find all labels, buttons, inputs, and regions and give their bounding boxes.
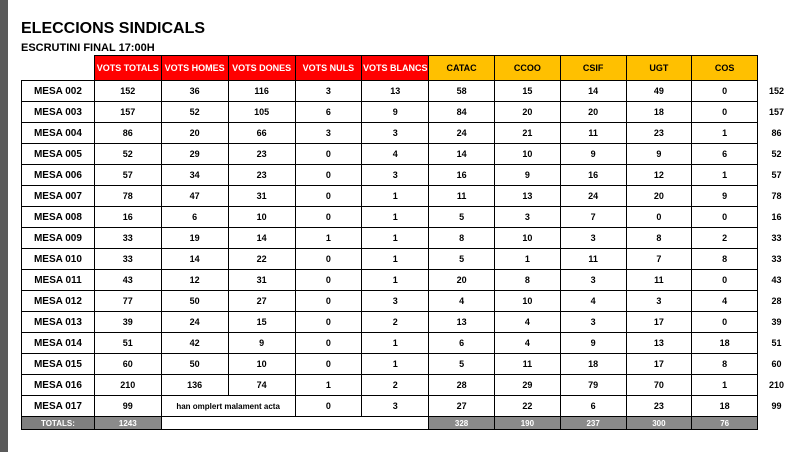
cell-csif: 3	[560, 270, 626, 291]
cell-extra: 86	[771, 128, 782, 138]
cell-cos: 1	[692, 123, 758, 144]
cell-extra: 43	[771, 275, 782, 285]
table-row	[22, 102, 796, 123]
cell-vots-totals: 60	[94, 354, 161, 375]
cell-extra: 33	[771, 233, 782, 243]
cell-vots-totals: 39	[94, 312, 161, 333]
cell-catac: 14	[429, 144, 495, 165]
cell-vots-nuls: 6	[295, 102, 362, 123]
cell-csif: 9	[560, 144, 626, 165]
mesa-label: MESA 016	[22, 375, 95, 396]
table-row	[22, 249, 796, 270]
cell-vots-blancs: 13	[362, 81, 429, 102]
cell-vots-nuls: 1	[295, 375, 362, 396]
cell-extra: 28	[771, 296, 782, 306]
note-cell: han omplert malament acta	[161, 396, 295, 417]
cell-ugt: 8	[626, 228, 692, 249]
cell-vots-totals: 43	[94, 270, 161, 291]
cell-vots-blancs: 1	[362, 207, 429, 228]
cell-vots-dones: 31	[228, 270, 295, 291]
cell-cos: 0	[692, 270, 758, 291]
cell-csif: 24	[560, 186, 626, 207]
cell-extra: 51	[771, 338, 782, 348]
cell-vots-homes: 42	[161, 333, 228, 354]
header-row	[22, 56, 796, 81]
cell-ccoo: 3	[494, 207, 560, 228]
cell-ugt: 13	[626, 333, 692, 354]
cell-extra: 210	[769, 380, 785, 390]
cell-ugt: 20	[626, 186, 692, 207]
cell-catac: 8	[429, 228, 495, 249]
cell-catac: 16	[429, 165, 495, 186]
table-row	[22, 333, 796, 354]
cell-vots-totals: 16	[94, 207, 161, 228]
cell-catac: 28	[429, 375, 495, 396]
cell-catac: 27	[429, 396, 495, 417]
totals-ccoo: 190	[494, 417, 560, 430]
cell-vots-dones: 23	[228, 165, 295, 186]
cell-extra: 16	[771, 212, 782, 222]
cell-csif: 11	[560, 123, 626, 144]
cell-vots-totals: 77	[94, 291, 161, 312]
mesa-label: MESA 007	[22, 186, 95, 207]
cell-vots-totals: 52	[94, 144, 161, 165]
cell-ccoo: 9	[494, 165, 560, 186]
cell-cos: 18	[692, 333, 758, 354]
cell-ccoo: 10	[494, 291, 560, 312]
cell-ugt: 18	[626, 102, 692, 123]
cell-ugt: 12	[626, 165, 692, 186]
mesa-label: MESA 013	[22, 312, 95, 333]
cell-vots-nuls: 0	[295, 270, 362, 291]
cell-vots-nuls: 0	[295, 207, 362, 228]
mesa-label: MESA 010	[22, 249, 95, 270]
cell-csif: 9	[560, 333, 626, 354]
cell-ugt: 23	[626, 396, 692, 417]
cell-ugt: 9	[626, 144, 692, 165]
cell-vots-homes: 14	[161, 249, 228, 270]
cell-csif: 14	[560, 81, 626, 102]
cell-vots-nuls: 0	[295, 165, 362, 186]
totals-catac: 328	[429, 417, 495, 430]
cell-vots-homes: 50	[161, 291, 228, 312]
cell-vots-homes: 29	[161, 144, 228, 165]
cell-vots-totals: 33	[94, 249, 161, 270]
cell-vots-dones: 22	[228, 249, 295, 270]
cell-catac: 84	[429, 102, 495, 123]
cell-csif: 20	[560, 102, 626, 123]
cell-ccoo: 15	[494, 81, 560, 102]
cell-extra: 78	[771, 191, 782, 201]
cell-cos: 0	[692, 81, 758, 102]
cell-cos: 18	[692, 396, 758, 417]
cell-vots-nuls: 0	[295, 249, 362, 270]
cell-ccoo: 11	[494, 354, 560, 375]
cell-cos: 1	[692, 375, 758, 396]
cell-vots-homes: 47	[161, 186, 228, 207]
header-corner	[22, 56, 95, 81]
cell-ccoo: 22	[494, 396, 560, 417]
cell-ccoo: 13	[494, 186, 560, 207]
cell-cos: 0	[692, 102, 758, 123]
cell-vots-homes: 136	[161, 375, 228, 396]
cell-extra: 99	[771, 401, 782, 411]
cell-vots-blancs: 2	[362, 312, 429, 333]
table-row	[22, 228, 796, 249]
cell-extra: 33	[771, 254, 782, 264]
mesa-label: MESA 011	[22, 270, 95, 291]
cell-cos: 0	[692, 207, 758, 228]
table-row	[22, 144, 796, 165]
cell-csif: 16	[560, 165, 626, 186]
results-table	[21, 55, 796, 430]
header-extra	[758, 56, 796, 81]
mesa-label: MESA 005	[22, 144, 95, 165]
mesa-label: MESA 006	[22, 165, 95, 186]
header-csif: CSIF	[560, 56, 626, 81]
data-rows	[22, 81, 796, 396]
cell-vots-homes: 19	[161, 228, 228, 249]
cell-vots-blancs: 1	[362, 249, 429, 270]
cell-vots-totals: 33	[94, 228, 161, 249]
cell-catac: 58	[429, 81, 495, 102]
table-row	[22, 207, 796, 228]
cell-cos: 8	[692, 354, 758, 375]
cell-ugt: 17	[626, 354, 692, 375]
cell-vots-totals: 210	[94, 375, 161, 396]
table-row	[22, 186, 796, 207]
cell-cos: 1	[692, 165, 758, 186]
cell-catac: 24	[429, 123, 495, 144]
cell-vots-nuls: 0	[295, 186, 362, 207]
cell-vots-totals: 51	[94, 333, 161, 354]
mesa-label: MESA 003	[22, 102, 95, 123]
cell-vots-dones: 23	[228, 144, 295, 165]
mesa-label: MESA 015	[22, 354, 95, 375]
cell-vots-blancs: 1	[362, 354, 429, 375]
cell-cos: 0	[692, 312, 758, 333]
cell-vots-dones: 105	[228, 102, 295, 123]
cell-cos: 4	[692, 291, 758, 312]
cell-vots-totals: 78	[94, 186, 161, 207]
cell-vots-dones: 27	[228, 291, 295, 312]
cell-vots-blancs: 1	[362, 228, 429, 249]
cell-extra: 152	[769, 86, 785, 96]
cell-ugt: 3	[626, 291, 692, 312]
totals-cos: 76	[692, 417, 758, 430]
totals-extra	[758, 417, 796, 430]
cell-ccoo: 29	[494, 375, 560, 396]
sheet-title: ELECCIONS SINDICALS	[21, 20, 206, 37]
header-vots-homes: VOTS HOMES	[161, 56, 228, 81]
mesa-label: MESA 014	[22, 333, 95, 354]
cell-ugt: 11	[626, 270, 692, 291]
mesa-label: MESA 009	[22, 228, 95, 249]
cell-vots-blancs: 3	[362, 396, 429, 417]
header-vots-nuls: VOTS NULS	[295, 56, 362, 81]
cell-ccoo: 8	[494, 270, 560, 291]
cell-csif: 79	[560, 375, 626, 396]
table-row	[22, 291, 796, 312]
cell-csif: 7	[560, 207, 626, 228]
cell-ccoo: 10	[494, 144, 560, 165]
cell-vots-homes: 34	[161, 165, 228, 186]
cell-ugt: 17	[626, 312, 692, 333]
header-vots-totals: VOTS TOTALS	[94, 56, 161, 81]
cell-extra: 52	[771, 149, 782, 159]
cell-catac: 20	[429, 270, 495, 291]
header-ugt: UGT	[626, 56, 692, 81]
table-row	[22, 396, 796, 417]
cell-vots-blancs: 3	[362, 291, 429, 312]
cell-vots-dones: 31	[228, 186, 295, 207]
cell-ccoo: 21	[494, 123, 560, 144]
cell-vots-totals: 99	[94, 396, 161, 417]
cell-vots-blancs: 9	[362, 102, 429, 123]
cell-vots-totals: 157	[94, 102, 161, 123]
cell-catac: 11	[429, 186, 495, 207]
cell-vots-nuls: 0	[295, 144, 362, 165]
cell-vots-nuls: 0	[295, 312, 362, 333]
mesa-label: MESA 008	[22, 207, 95, 228]
cell-extra: 57	[771, 170, 782, 180]
cell-extra: 39	[771, 317, 782, 327]
mesa-label: MESA 012	[22, 291, 95, 312]
cell-vots-homes: 20	[161, 123, 228, 144]
cell-vots-dones: 15	[228, 312, 295, 333]
cell-ugt: 0	[626, 207, 692, 228]
spreadsheet-sheet	[8, 0, 796, 452]
cell-extra: 157	[769, 107, 785, 117]
cell-vots-homes: 52	[161, 102, 228, 123]
mesa-label: MESA 017	[22, 396, 95, 417]
table-row	[22, 312, 796, 333]
header-cos: COS	[692, 56, 758, 81]
sheet-subtitle: ESCRUTINI FINAL 17:00H	[21, 42, 155, 54]
cell-vots-totals: 57	[94, 165, 161, 186]
cell-vots-blancs: 4	[362, 144, 429, 165]
table-row	[22, 375, 796, 396]
cell-ccoo: 4	[494, 312, 560, 333]
totals-label: TOTALS:	[22, 417, 95, 430]
cell-vots-nuls: 0	[295, 291, 362, 312]
cell-vots-blancs: 2	[362, 375, 429, 396]
cell-vots-blancs: 1	[362, 270, 429, 291]
cell-cos: 9	[692, 186, 758, 207]
cell-catac: 6	[429, 333, 495, 354]
cell-catac: 4	[429, 291, 495, 312]
table-row	[22, 270, 796, 291]
cell-vots-nuls: 1	[295, 228, 362, 249]
cell-ugt: 23	[626, 123, 692, 144]
cell-vots-totals: 86	[94, 123, 161, 144]
cell-ugt: 70	[626, 375, 692, 396]
cell-ccoo: 4	[494, 333, 560, 354]
cell-catac: 5	[429, 249, 495, 270]
cell-vots-blancs: 3	[362, 165, 429, 186]
cell-catac: 5	[429, 207, 495, 228]
totals-ugt: 300	[626, 417, 692, 430]
cell-cos: 8	[692, 249, 758, 270]
cell-vots-dones: 14	[228, 228, 295, 249]
table-row	[22, 81, 796, 102]
cell-catac: 5	[429, 354, 495, 375]
cell-cos: 2	[692, 228, 758, 249]
cell-vots-dones: 74	[228, 375, 295, 396]
cell-vots-dones: 66	[228, 123, 295, 144]
cell-vots-totals: 152	[94, 81, 161, 102]
cell-vots-blancs: 1	[362, 333, 429, 354]
cell-vots-nuls: 3	[295, 81, 362, 102]
cell-vots-nuls: 0	[295, 333, 362, 354]
mesa-label: MESA 002	[22, 81, 95, 102]
cell-cos: 6	[692, 144, 758, 165]
cell-vots-nuls: 3	[295, 123, 362, 144]
cell-vots-blancs: 1	[362, 186, 429, 207]
cell-vots-dones: 116	[228, 81, 295, 102]
totals-row	[22, 417, 796, 430]
cell-vots-blancs: 3	[362, 123, 429, 144]
cell-vots-homes: 50	[161, 354, 228, 375]
header-catac: CATAC	[429, 56, 495, 81]
mesa-label: MESA 004	[22, 123, 95, 144]
cell-csif: 6	[560, 396, 626, 417]
cell-vots-dones: 9	[228, 333, 295, 354]
cell-vots-homes: 12	[161, 270, 228, 291]
cell-vots-nuls: 0	[295, 396, 362, 417]
cell-vots-homes: 24	[161, 312, 228, 333]
table-row	[22, 165, 796, 186]
cell-ccoo: 1	[494, 249, 560, 270]
cell-ccoo: 20	[494, 102, 560, 123]
cell-csif: 4	[560, 291, 626, 312]
cell-csif: 18	[560, 354, 626, 375]
table-row	[22, 354, 796, 375]
cell-ugt: 7	[626, 249, 692, 270]
cell-vots-homes: 6	[161, 207, 228, 228]
cell-csif: 3	[560, 312, 626, 333]
cell-vots-nuls: 0	[295, 354, 362, 375]
header-ccoo: CCOO	[494, 56, 560, 81]
totals-vots-totals: 1243	[94, 417, 161, 430]
cell-vots-dones: 10	[228, 207, 295, 228]
table-row	[22, 123, 796, 144]
totals-empty	[161, 417, 428, 430]
cell-ccoo: 10	[494, 228, 560, 249]
cell-extra: 60	[771, 359, 782, 369]
cell-vots-homes: 36	[161, 81, 228, 102]
header-vots-blancs: VOTS BLANCS	[362, 56, 429, 81]
cell-ugt: 49	[626, 81, 692, 102]
totals-csif: 237	[560, 417, 626, 430]
cell-catac: 13	[429, 312, 495, 333]
cell-csif: 3	[560, 228, 626, 249]
cell-vots-dones: 10	[228, 354, 295, 375]
header-vots-dones: VOTS DONES	[228, 56, 295, 81]
cell-csif: 11	[560, 249, 626, 270]
